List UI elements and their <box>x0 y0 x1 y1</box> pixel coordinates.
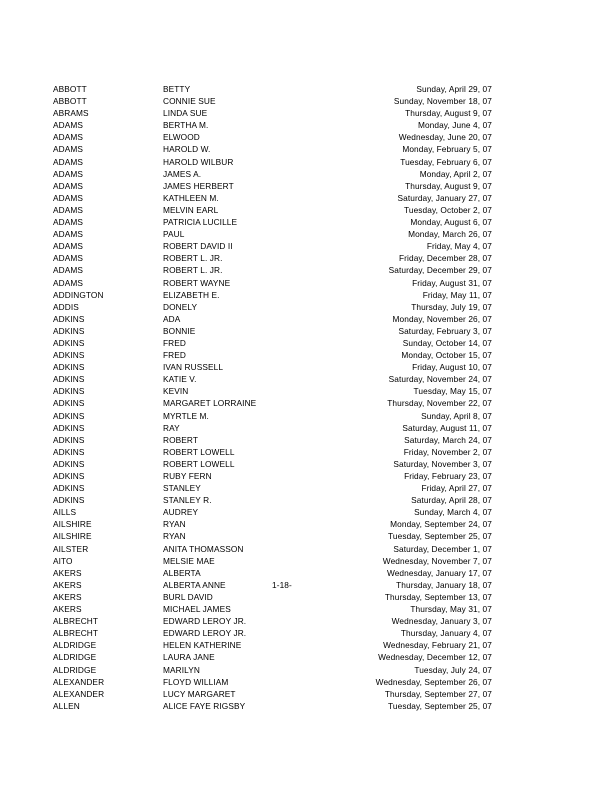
cell-first-name: EDWARD LEROY JR. <box>163 616 247 627</box>
table-row <box>53 470 492 482</box>
table-row <box>53 192 492 204</box>
cell-last-name: AITO <box>53 555 73 566</box>
cell-last-name: ADKINS <box>53 398 85 409</box>
table-row <box>53 530 492 542</box>
cell-date: Thursday, September 27, 07 <box>384 688 492 699</box>
cell-date: Saturday, December 1, 07 <box>393 543 492 554</box>
table-row <box>53 289 492 301</box>
cell-first-name: ROBERT <box>163 434 199 445</box>
cell-date: Saturday, March 24, 07 <box>404 434 492 445</box>
cell-date: Saturday, November 24, 07 <box>388 374 492 385</box>
cell-last-name: ADKINS <box>53 434 85 445</box>
table-row <box>53 591 492 603</box>
cell-date: Monday, April 2, 07 <box>419 168 492 179</box>
table-row <box>53 373 492 385</box>
cell-first-name: MELSIE MAE <box>163 555 215 566</box>
cell-first-name: ADA <box>163 313 181 324</box>
cell-date: Saturday, February 3, 07 <box>398 325 492 336</box>
cell-first-name: PAUL <box>163 229 185 240</box>
cell-date: Tuesday, May 15, 07 <box>413 386 492 397</box>
table-row <box>53 458 492 470</box>
cell-last-name: ALEXANDER <box>53 676 105 687</box>
cell-first-name: LAURA JANE <box>163 652 215 663</box>
cell-last-name: ADAMS <box>53 204 84 215</box>
cell-last-name: ADAMS <box>53 277 84 288</box>
cell-date: Sunday, April 8, 07 <box>421 410 492 421</box>
table-row <box>53 228 492 240</box>
cell-first-name: ELIZABETH E. <box>163 289 220 300</box>
cell-date: Tuesday, September 25, 07 <box>388 531 492 542</box>
cell-last-name: AKERS <box>53 591 82 602</box>
cell-first-name: MARILYN <box>163 664 200 675</box>
cell-last-name: ADKINS <box>53 410 85 421</box>
cell-first-name: ALBERTA <box>163 567 201 578</box>
table-row <box>53 410 492 422</box>
cell-last-name: ADDINGTON <box>53 289 104 300</box>
table-row <box>53 579 492 591</box>
cell-last-name: ADDIS <box>53 301 79 312</box>
cell-first-name: ANITA THOMASSON <box>163 543 244 554</box>
cell-date: Wednesday, January 17, 07 <box>386 567 492 578</box>
cell-date: Friday, August 31, 07 <box>412 277 492 288</box>
cell-date: Tuesday, September 25, 07 <box>388 700 492 711</box>
cell-first-name: FLOYD WILLIAM <box>163 676 229 687</box>
table-row <box>53 627 492 639</box>
table-row <box>53 349 492 361</box>
cell-last-name: ADAMS <box>53 144 84 155</box>
table-row <box>53 567 492 579</box>
table-row <box>53 83 492 95</box>
cell-last-name: ALBRECHT <box>53 628 99 639</box>
cell-first-name: ROBERT WAYNE <box>163 277 231 288</box>
cell-last-name: ADKINS <box>53 495 85 506</box>
table-row <box>53 143 492 155</box>
cell-first-name: RYAN <box>163 531 186 542</box>
cell-last-name: ADKINS <box>53 362 85 373</box>
cell-first-name: ROBERT L. JR. <box>163 265 223 276</box>
cell-date: Monday, September 24, 07 <box>390 519 492 530</box>
table-row <box>53 252 492 264</box>
cell-last-name: ADAMS <box>53 156 84 167</box>
cell-first-name: PATRICIA LUCILLE <box>163 217 238 228</box>
cell-date: Saturday, December 29, 07 <box>388 265 492 276</box>
table-row <box>53 107 492 119</box>
table-row <box>53 615 492 627</box>
cell-last-name: ADAMS <box>53 168 84 179</box>
table-row <box>53 216 492 228</box>
cell-note: 1-18- <box>272 579 292 590</box>
cell-last-name: AKERS <box>53 567 82 578</box>
cell-first-name: KATHLEEN M. <box>163 192 219 203</box>
cell-date: Saturday, August 11, 07 <box>402 422 492 433</box>
table-row <box>53 482 492 494</box>
cell-date: Monday, August 6, 07 <box>410 217 492 228</box>
cell-last-name: ADKINS <box>53 325 85 336</box>
table-row <box>53 240 492 252</box>
table-row <box>53 264 492 276</box>
cell-last-name: ADKINS <box>53 386 85 397</box>
table-row <box>53 651 492 663</box>
cell-first-name: BERTHA M. <box>163 120 209 131</box>
cell-date: Thursday, January 4, 07 <box>400 628 492 639</box>
table-row <box>53 506 492 518</box>
cell-last-name: AILSTER <box>53 543 89 554</box>
cell-date: Friday, December 28, 07 <box>399 253 492 264</box>
cell-first-name: LUCY MARGARET <box>163 688 236 699</box>
cell-last-name: ADAMS <box>53 229 84 240</box>
cell-first-name: MELVIN EARL <box>163 204 219 215</box>
cell-date: Friday, February 23, 07 <box>404 471 492 481</box>
table-row <box>53 301 492 313</box>
cell-last-name: ABRAMS <box>53 108 89 119</box>
cell-date: Thursday, August 9, 07 <box>405 180 492 191</box>
table-row <box>53 337 492 349</box>
cell-date: Sunday, October 14, 07 <box>402 337 492 348</box>
cell-last-name: ADKINS <box>53 458 85 469</box>
cell-date: Sunday, March 4, 07 <box>414 507 492 518</box>
cell-date: Tuesday, July 24, 07 <box>414 664 492 675</box>
cell-first-name: FRED <box>163 350 186 361</box>
cell-first-name: KATIE V. <box>163 374 197 385</box>
cell-last-name: ADAMS <box>53 132 84 143</box>
cell-date: Friday, August 10, 07 <box>412 362 492 373</box>
cell-first-name: ALBERTA ANNE <box>163 579 226 590</box>
cell-date: Monday, October 15, 07 <box>401 350 492 361</box>
cell-date: Sunday, November 18, 07 <box>393 96 492 107</box>
cell-first-name: DONELY <box>163 301 198 312</box>
cell-last-name: ADKINS <box>53 422 85 433</box>
cell-first-name: HAROLD WILBUR <box>163 156 234 167</box>
cell-date: Saturday, November 3, 07 <box>393 458 492 469</box>
cell-last-name: AKERS <box>53 604 82 615</box>
table-row <box>53 204 492 216</box>
cell-date: Saturday, April 28, 07 <box>411 495 492 506</box>
cell-last-name: ADAMS <box>53 253 84 264</box>
cell-first-name: FRED <box>163 337 186 348</box>
cell-first-name: BETTY <box>163 84 191 94</box>
cell-last-name: AILSHIRE <box>53 519 92 530</box>
cell-date: Sunday, April 29, 07 <box>416 84 492 94</box>
cell-first-name: JAMES HERBERT <box>163 180 234 191</box>
cell-last-name: ALEXANDER <box>53 688 105 699</box>
cell-date: Friday, May 11, 07 <box>422 289 492 300</box>
table-row <box>53 639 492 651</box>
cell-last-name: ADAMS <box>53 241 84 252</box>
cell-last-name: ADKINS <box>53 483 85 494</box>
cell-date: Friday, November 2, 07 <box>403 446 492 457</box>
cell-first-name: STANLEY R. <box>163 495 212 506</box>
cell-first-name: IVAN RUSSELL <box>163 362 224 373</box>
table-row <box>53 664 492 676</box>
cell-date: Friday, April 27, 07 <box>421 483 492 494</box>
cell-date: Thursday, August 9, 07 <box>405 108 492 119</box>
cell-last-name: ALDRIDGE <box>53 640 97 651</box>
cell-first-name: HELEN KATHERINE <box>163 640 242 651</box>
table-row <box>53 555 492 567</box>
cell-first-name: ROBERT LOWELL <box>163 458 235 469</box>
cell-last-name: ADAMS <box>53 265 84 276</box>
cell-first-name: RUBY FERN <box>163 471 212 481</box>
cell-last-name: ABBOTT <box>53 84 87 94</box>
cell-first-name: CONNIE SUE <box>163 96 216 107</box>
table-row <box>53 543 492 555</box>
table-row <box>53 385 492 397</box>
table-row <box>53 361 492 373</box>
table-row <box>53 168 492 180</box>
cell-first-name: KEVIN <box>163 386 189 397</box>
cell-first-name: JAMES A. <box>163 168 202 179</box>
cell-date: Thursday, November 22, 07 <box>387 398 492 409</box>
cell-last-name: ADKINS <box>53 471 85 481</box>
table-row <box>53 277 492 289</box>
table-row <box>53 603 492 615</box>
cell-last-name: AILLS <box>53 507 77 518</box>
cell-first-name: LINDA SUE <box>163 108 208 119</box>
cell-first-name: ELWOOD <box>163 132 200 143</box>
cell-date: Monday, June 4, 07 <box>417 120 492 131</box>
cell-date: Monday, November 26, 07 <box>392 313 492 324</box>
cell-last-name: ALLEN <box>53 700 80 711</box>
cell-first-name: BONNIE <box>163 325 196 336</box>
cell-last-name: ADAMS <box>53 217 84 228</box>
cell-last-name: ADKINS <box>53 350 85 361</box>
cell-last-name: ADKINS <box>53 374 85 385</box>
cell-first-name: MICHAEL JAMES <box>163 604 231 615</box>
cell-date: Wednesday, February 21, 07 <box>383 640 492 651</box>
table-row <box>53 700 492 712</box>
cell-first-name: BURL DAVID <box>163 591 213 602</box>
cell-last-name: AKERS <box>53 579 82 590</box>
cell-date: Tuesday, October 2, 07 <box>404 204 492 215</box>
cell-first-name: AUDREY <box>163 507 199 518</box>
cell-last-name: ADKINS <box>53 337 85 348</box>
cell-first-name: ROBERT DAVID II <box>163 241 233 252</box>
cell-first-name: ROBERT LOWELL <box>163 446 235 457</box>
table-row <box>53 180 492 192</box>
table-row <box>53 156 492 168</box>
cell-date: Wednesday, December 12, 07 <box>378 652 492 663</box>
cell-date: Monday, February 5, 07 <box>402 144 492 155</box>
table-row <box>53 313 492 325</box>
table-row <box>53 688 492 700</box>
cell-date: Thursday, January 18, 07 <box>396 579 492 590</box>
cell-last-name: ADAMS <box>53 180 84 191</box>
cell-last-name: ALBRECHT <box>53 616 99 627</box>
cell-date: Monday, March 26, 07 <box>408 229 492 240</box>
cell-first-name: RAY <box>163 422 180 433</box>
cell-date: Friday, May 4, 07 <box>426 241 492 252</box>
table-row <box>53 95 492 107</box>
cell-last-name: ADAMS <box>53 192 84 203</box>
cell-date: Wednesday, September 26, 07 <box>375 676 492 687</box>
table-row <box>53 676 492 688</box>
cell-first-name: HAROLD W. <box>163 144 211 155</box>
cell-last-name: AILSHIRE <box>53 531 92 542</box>
table-row <box>53 397 492 409</box>
table-row <box>53 119 492 131</box>
cell-first-name: RYAN <box>163 519 186 530</box>
table-row <box>53 422 492 434</box>
cell-last-name: ABBOTT <box>53 96 87 107</box>
cell-date: Wednesday, June 20, 07 <box>398 132 492 143</box>
cell-date: Tuesday, February 6, 07 <box>400 156 492 167</box>
table-row <box>53 446 492 458</box>
table-row <box>53 131 492 143</box>
table-row <box>53 494 492 506</box>
cell-first-name: MYRTLE M. <box>163 410 209 421</box>
cell-date: Thursday, July 19, 07 <box>411 301 492 312</box>
cell-last-name: ADKINS <box>53 313 85 324</box>
cell-first-name: MARGARET LORRAINE <box>163 398 257 409</box>
cell-date: Thursday, September 13, 07 <box>384 591 492 602</box>
cell-last-name: ALDRIDGE <box>53 652 97 663</box>
cell-first-name: ROBERT L. JR. <box>163 253 223 264</box>
table-row <box>53 518 492 530</box>
cell-date: Wednesday, January 3, 07 <box>391 616 492 627</box>
cell-first-name: ALICE FAYE RIGSBY <box>163 700 246 711</box>
cell-last-name: ADKINS <box>53 446 85 457</box>
cell-first-name: EDWARD LEROY JR. <box>163 628 247 639</box>
cell-date: Wednesday, November 7, 07 <box>382 555 492 566</box>
cell-first-name: STANLEY <box>163 483 201 494</box>
cell-last-name: ALDRIDGE <box>53 664 97 675</box>
cell-last-name: ADAMS <box>53 120 84 131</box>
table-row <box>53 325 492 337</box>
table-row <box>53 434 492 446</box>
cell-date: Saturday, January 27, 07 <box>397 192 492 203</box>
cell-date: Thursday, May 31, 07 <box>410 604 492 615</box>
name-date-listing-table <box>53 83 492 712</box>
